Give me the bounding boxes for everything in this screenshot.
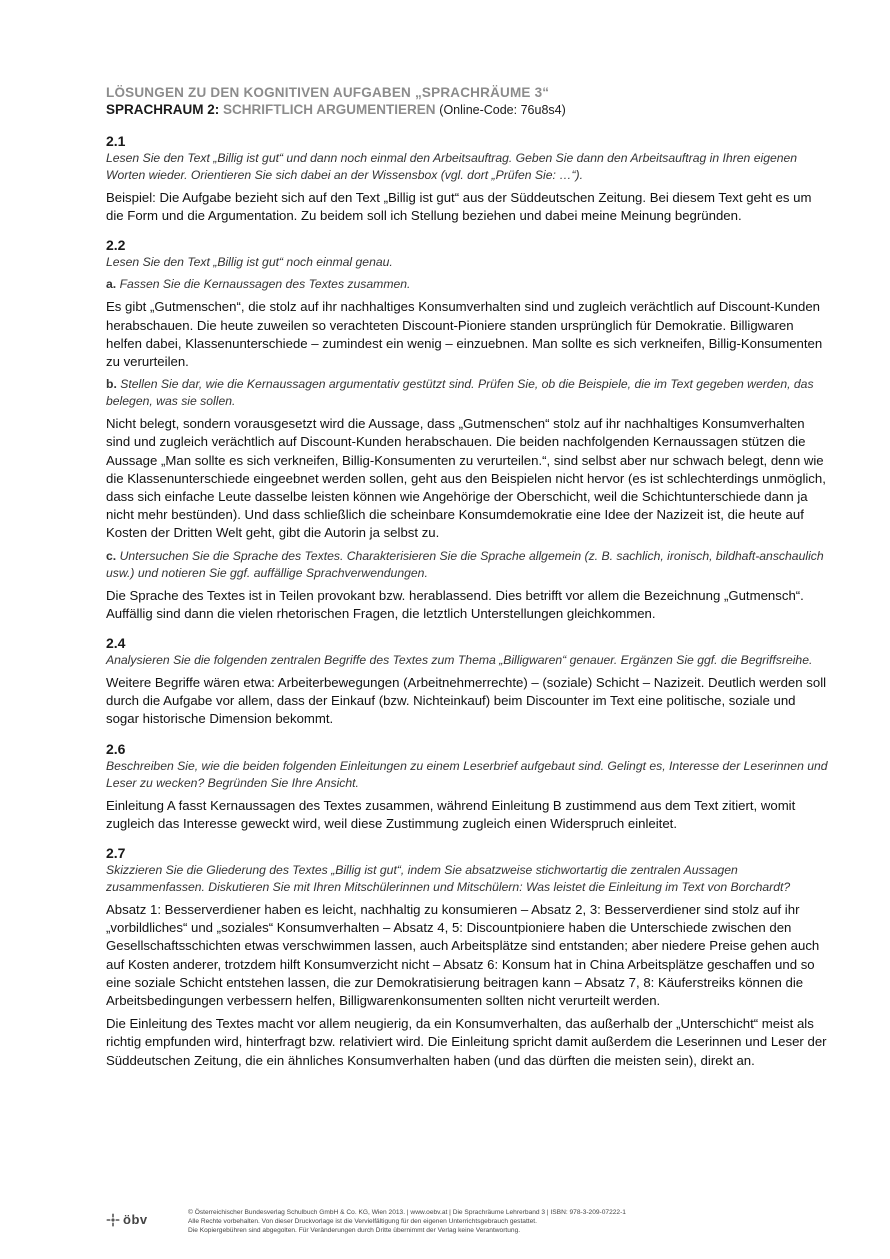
fees-line: Die Kopiergebühren sind abgegolten. Für Veränderungen durch Dritte übernimmt der Verlag keine Verantwortung.: [188, 1227, 521, 1234]
subtask-label: b.: [106, 377, 117, 392]
subtask-label: c.: [106, 548, 117, 563]
subtask-c: [106, 548, 830, 582]
document-page: [106, 84, 830, 1082]
section-number: 2.1: [106, 133, 126, 149]
section-2-1: [106, 133, 830, 225]
section-number: 2.4: [106, 635, 126, 652]
rights-line: Alle Rechte vorbehalten. Von dieser Druckvorlage ist die Vervielfältigung für den eigenen Unterrichtsgebrauch gestattet.: [188, 1218, 537, 1225]
subtask-text: Fassen Sie die Kernaussagen des Textes zusammen.: [119, 277, 411, 292]
task-text: Lesen Sie den Text „Billig ist gut“ noch einmal genau.: [106, 255, 393, 270]
copyright-notice: [188, 1208, 626, 1235]
answer-text-1: Absatz 1: Besserverdiener haben es leicht, nachhaltig zu konsumieren – Absatz 2, 3: Besserverdiener sind stolz auf ihr „vorbildliches“ und „soziales“ Konsumverhalten – Absatz 4, 5: Discountpioniere haben die Unterschiede zwischen den Gesellschaftsschichten etwas verschwimmen lassen, auch Arbeitsplätze sind entstanden; aber niedere Preise gehen auch auf Kosten anderer, trotzdem hilft Konsumverzicht nicht – Absatz 6: Konsum hat in China Arbeitsplätze geschaffen und so eine soziale Schicht entstehen lassen, die zur Demokratisierung beitragen kann – Absatz 7, 8: Käuferstreiks können die Arbeitsbedingungen verbessern helfen, Billigwarenkonsumenten sollten nicht verurteilt werden.: [106, 902, 820, 1009]
online-code: (Online-Code: 76u8s4): [439, 103, 566, 117]
section-2-2: [106, 237, 830, 623]
page-footer: [106, 1208, 830, 1248]
document-subtitle: [106, 101, 830, 119]
answer-b: Nicht belegt, sondern vorausgesetzt wird die Aussage, dass „Gutmenschen“ stolz auf ihr nachhaltiges Konsumverhalten sind und zugleich verächtlich auf Discount-Kunden herabschauen. Die beiden nachfolgenden Kernaussagen stützen die Aussage „Man sollte es sich verkneifen, Billig-Konsumenten zu verurteilen.“, sind selbst aber nur schwach belegt, denn wie die Klassenunterschiede eingeebnet werden sollen, geht aus den Beispielen nicht hervor (es ist schlechterdings unmöglich, dass sich einfache Leute dasselbe leisten können wie Angehörige der Oberschicht, weil die Schichtunterschiede dann ja nicht mehr bestünden). Und dass schließlich die scheinbare Konsumdemokratie eine Idee der Nazizeit ist, die heute auf Kosten der Dritten Welt geht, gibt die Autorin ja selbst zu.: [106, 416, 826, 541]
subtitle-gray: SCHRIFTLICH ARGUMENTIEREN: [223, 102, 436, 117]
section-number: 2.7: [106, 845, 126, 862]
subtitle-bold: SPRACHRAUM 2:: [106, 102, 220, 117]
task-text: Skizzieren Sie die Gliederung des Textes „Billig ist gut“, indem Sie absatzweise stichwortartig die zentralen Aussagen zusammenfassen. Diskutieren Sie mit Ihren Mitschülerinnen und Mitschülern: Was leistet die Einleitung im Text von Borchardt?: [106, 863, 791, 895]
section-number: 2.2: [106, 237, 126, 254]
publisher-logo-icon: [106, 1213, 120, 1227]
task-text: Analysieren Sie die folgenden zentralen Begriffe des Textes zum Thema „Billigwaren“ genauer. Ergänzen Sie ggf. die Begriffsreihe.: [106, 653, 813, 668]
subtask-a: [106, 276, 830, 293]
section-2-7: [106, 845, 830, 1070]
section-2-4: [106, 635, 830, 729]
section-2-6: [106, 741, 830, 833]
document-title: LÖSUNGEN ZU DEN KOGNITIVEN AUFGABEN „SPRACHRÄUME 3“: [106, 85, 550, 100]
publisher-logo-text: öbv: [123, 1212, 148, 1227]
subtask-text: Stellen Sie dar, wie die Kernaussagen argumentativ gestützt sind. Prüfen Sie, ob die Beispiele, die im Text gegeben werden, das belegen, was sie sollen.: [106, 377, 814, 409]
publisher-logo: [106, 1212, 148, 1227]
task-text: Lesen Sie den Text „Billig ist gut“ und dann noch einmal den Arbeitsauftrag. Geben Sie dann den Arbeitsauftrag in Ihren eigenen Worten wieder. Orientieren Sie sich dabei an der Wissensbox (vgl. dort „Prüfen Sie: …“).: [106, 151, 798, 182]
subtask-label: a.: [106, 277, 117, 292]
copyright-line: © Österreichischer Bundesverlag Schulbuch GmbH & Co. KG, Wien 2013. | www.oebv.at | Die Sprachräume Lehrerband 3 | ISBN: 978-3-209-07222-1: [188, 1209, 626, 1216]
answer-a: Es gibt „Gutmenschen“, die stolz auf ihr nachhaltiges Konsumverhalten sind und zugleich verächtlich auf Discount-Kunden herabschauen. Die heute zuweilen so verachteten Discount-Pioniere standen ursprünglich für Demokratie. Billigwaren helfen dabei, Klassenunterschiede – zumindest ein wenig – einzuebnen. Man sollte es sich verkneifen, Billig-Konsumenten zu verurteilen.: [106, 299, 823, 370]
subtask-b: [106, 376, 830, 410]
answer-text-2: Die Einleitung des Textes macht vor allem neugierig, da ein Konsumverhalten, das außerhalb der „Unterschicht“ meist als richtig empfunden wird, hinterfragt bzw. relativiert wird. Die Einleitung spricht damit außerdem die Leserinnen und Leser der Süddeutschen Zeitung, die ein ähnliches Konsumverhalten haben (und das dürften die meisten sein), direkt an.: [106, 1016, 827, 1068]
answer-text: Weitere Begriffe wären etwa: Arbeiterbewegungen (Arbeitnehmerrechte) – (soziale) Schicht – Nazizeit. Deutlich werden soll durch die Aufgabe vor allem, dass der Einkauf (bzw. Nichteinkauf) beim Discounter im Text eine politische, soziale und sogar historische Dimension bekommt.: [106, 675, 827, 727]
section-number: 2.6: [106, 740, 126, 757]
answer-text: Einleitung A fasst Kernaussagen des Textes zusammen, während Einleitung B zustimmend aus dem Text zitiert, womit zugleich das Interesse geweckt wird, weil diese Zustimmung zugleich einen Widerspruch einleitet.: [106, 797, 796, 831]
answer-text: Beispiel: Die Aufgabe bezieht sich auf den Text „Billig ist gut“ aus der Süddeutschen Zeitung. Bei diesem Text geht es um die Form und die Argumentation. Zu beidem soll ich Stellung beziehen und dabei meine Meinung begründen.: [106, 190, 812, 224]
answer-c: Die Sprache des Textes ist in Teilen provokant bzw. herablassend. Dies betrifft vor allem die Bezeichnung „Gutmensch“. Auffällig sind dann die vielen rhetorischen Fragen, die letztlich Unterstellungen gleichkommen.: [106, 587, 804, 621]
task-text: Beschreiben Sie, wie die beiden folgenden Einleitungen zu einem Leserbrief aufgebaut sind. Gelingt es, Interesse der Leserinnen und Leser zu wecken? Begründen Sie Ihre Ansicht.: [106, 758, 828, 790]
subtask-text: Untersuchen Sie die Sprache des Textes. Charakterisieren Sie die Sprache allgemein (z. B. sachlich, ironisch, bildhaft-anschaulich usw.) und notieren Sie ggf. auffällige Sprachverwendungen.: [106, 548, 824, 580]
